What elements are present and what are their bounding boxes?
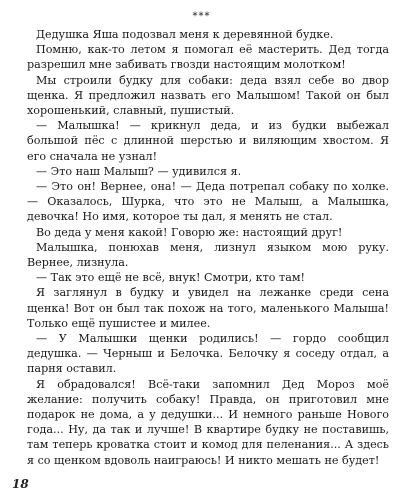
story-text xyxy=(27,27,389,468)
paragraph: — Это наш Малыш? — удивился я. xyxy=(36,164,242,178)
paragraph: — Малышка! — крикнул деда, и из будки выбежал большой пёс с длинной шерстью и виляющим хвостом. Я его сначала не узнал! xyxy=(27,119,389,163)
paragraph: Я обрадовался! Всё-таки запомнил Дед Мороз моё желание: получить собаку! Правда, он приготовил мне подарок не дома, а у дедушки... И немного раньше Нового года... Ну, да так и лучше! В квартире будку не поставишь, там теперь кроватка стоит и комод для пеленания... А здесь я со щенком вдоволь наиграюсь! И никто мешать не будет! xyxy=(27,377,389,467)
paragraph: Я заглянул в будку и увидел на лежанке среди сена щенка! Вот он был так похож на того, маленького Малыша! Только ещё пушистее и милее. xyxy=(27,286,389,330)
paragraph: Во деда у меня какой! Говорю же: настоящий друг! xyxy=(36,225,343,239)
paragraph: — Это он! Вернее, она! — Деда потрепал собаку по холке. — Оказалось, Шурка, что это не Малыш, а Малышка, девочка! Но имя, которое ты дал, я менять не стал. xyxy=(27,180,389,224)
section-marker: *** xyxy=(192,11,211,22)
paragraph: Малышка, понюхав меня, лизнул языком мою руку. Вернее, лизнула. xyxy=(27,240,389,270)
paragraph: Помню, как-то летом я помогал её мастерить. Дед тогда разрешил мне забивать гвозди настоящим молотком! xyxy=(27,43,389,72)
paragraph: — У Малышки щенки родились! — гордо сообщил дедушка. — Черныш и Белочка. Белочку я соседу отдал, а парня оставил. xyxy=(27,332,389,376)
paragraph: — Так это ещё не всё, внук! Смотри, кто там! xyxy=(36,271,305,285)
page-number: 18 xyxy=(12,477,29,491)
paragraph: Дедушка Яша подозвал меня к деревянной будке. xyxy=(36,28,334,41)
paragraph: Мы строили будку для собаки: деда взял себе во двор щенка. Я предложил назвать его Малышом! Такой он был хорошенький, славный, пушистый. xyxy=(27,73,389,118)
